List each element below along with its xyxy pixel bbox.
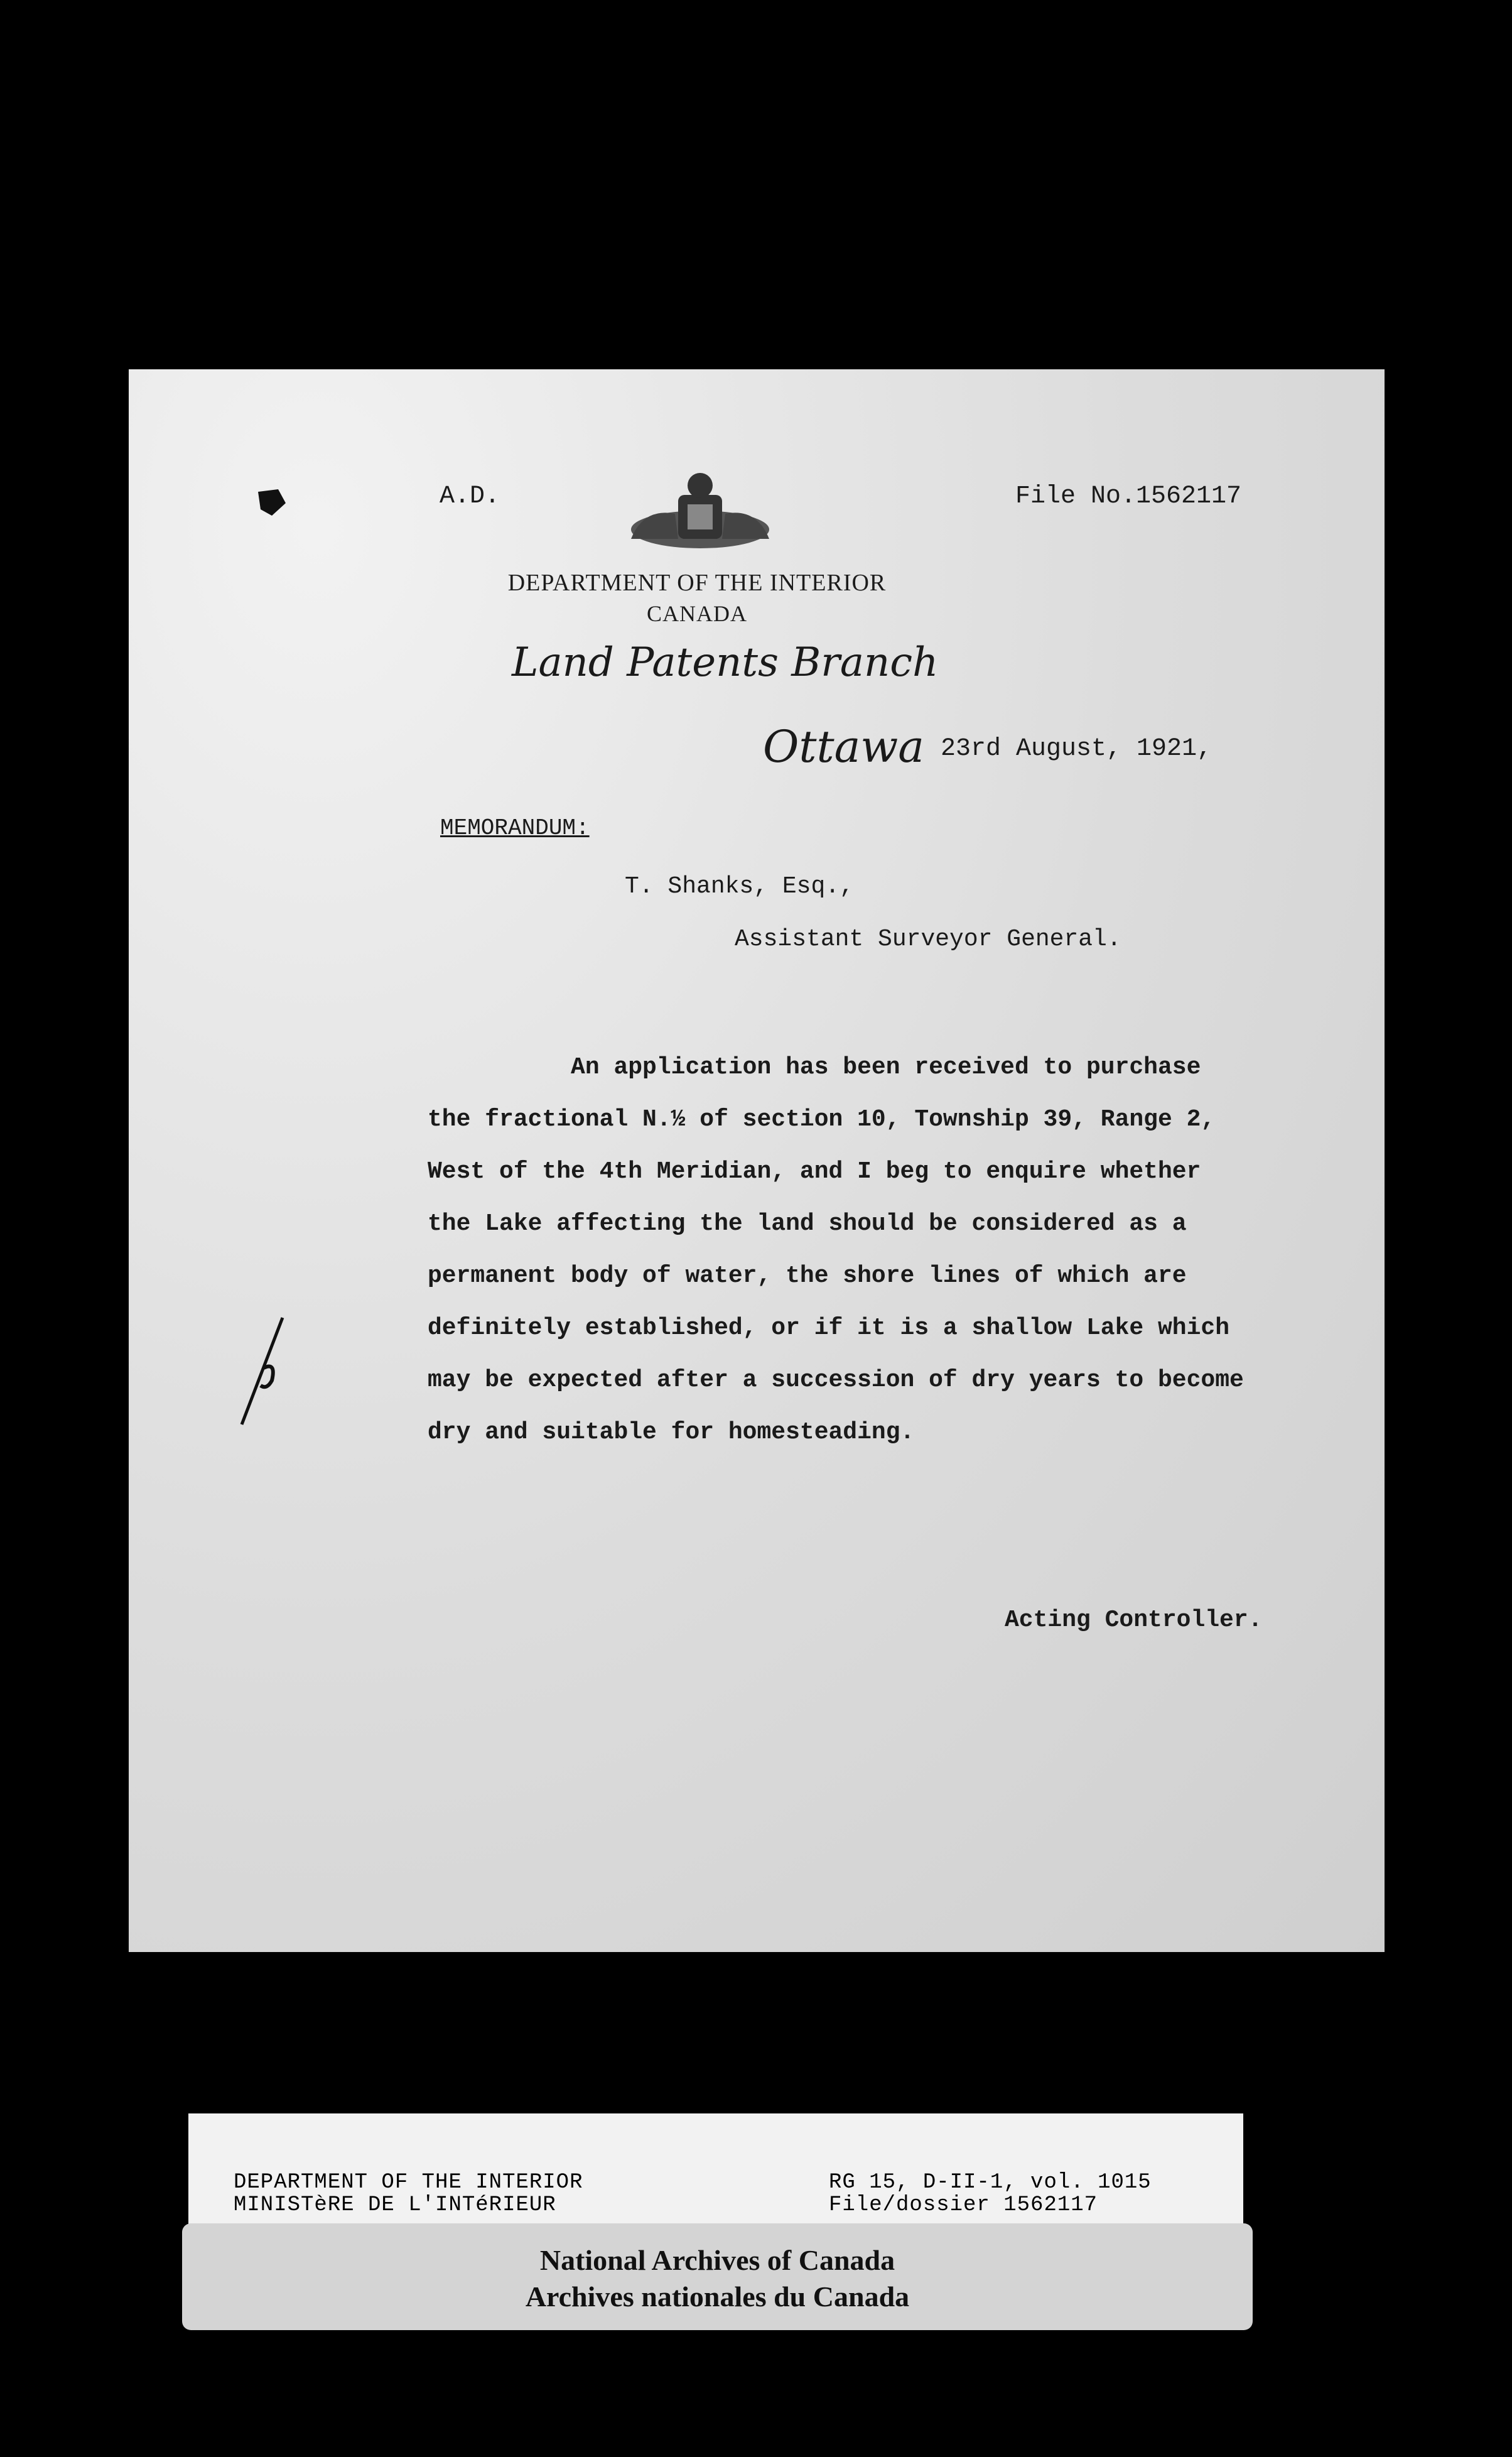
body-line: permanent body of water, the shore lines of which are <box>428 1262 1187 1289</box>
memo-body <box>428 1041 1319 1458</box>
coat-of-arms-icon <box>618 470 782 558</box>
ink-mark-icon <box>253 484 291 522</box>
body-line: An application has been received to purchase <box>428 1054 1201 1081</box>
archives-name-label <box>182 2223 1253 2330</box>
archives-french: Archives nationales du Canada <box>525 2281 910 2313</box>
label-rg-reference: RG 15, D-II-1, vol. 1015 <box>829 2171 1152 2194</box>
label-file-dossier: File/dossier 1562117 <box>829 2193 1098 2217</box>
archives-english: National Archives of Canada <box>539 2244 895 2276</box>
addressee-name: T. Shanks, Esq., <box>625 873 854 900</box>
addressee-title: Assistant Surveyor General. <box>735 926 1121 953</box>
label-dept-en: DEPARTMENT OF THE INTERIOR <box>234 2171 583 2194</box>
body-line: dry and suitable for homesteading. <box>428 1419 915 1446</box>
archives-names <box>182 2242 1253 2315</box>
body-line: the fractional N.½ of section 10, Township 39, Range 2, <box>428 1106 1216 1133</box>
body-line: West of the 4th Meridian, and I beg to enquire whether <box>428 1158 1201 1185</box>
signature-line: Acting Controller. <box>1005 1607 1263 1634</box>
memo-date: 23rd August, 1921, <box>941 735 1212 763</box>
body-line: definitely established, or if it is a shallow Lake which <box>428 1315 1230 1342</box>
label-dept-fr: MINISTèRE DE L'INTéRIEUR <box>234 2193 556 2217</box>
file-number: File No.1562117 <box>1015 482 1242 511</box>
ad-code: A.D. <box>440 482 500 511</box>
label-department <box>234 2171 583 2216</box>
branch-name: Land Patents Branch <box>512 639 939 686</box>
label-reference <box>829 2171 1152 2216</box>
body-line: the Lake affecting the land should be considered as a <box>428 1210 1187 1237</box>
department-name: DEPARTMENT OF THE INTERIOR <box>507 570 887 596</box>
country-name: CANADA <box>646 601 747 626</box>
pencil-mark-icon <box>229 1311 298 1437</box>
memo-heading: MEMORANDUM: <box>440 815 590 841</box>
archive-reference-label <box>188 2113 1243 2226</box>
city-name: Ottawa <box>763 721 925 773</box>
body-line: may be expected after a succession of dry years to become <box>428 1367 1244 1394</box>
memo-sheet <box>129 369 1385 1952</box>
